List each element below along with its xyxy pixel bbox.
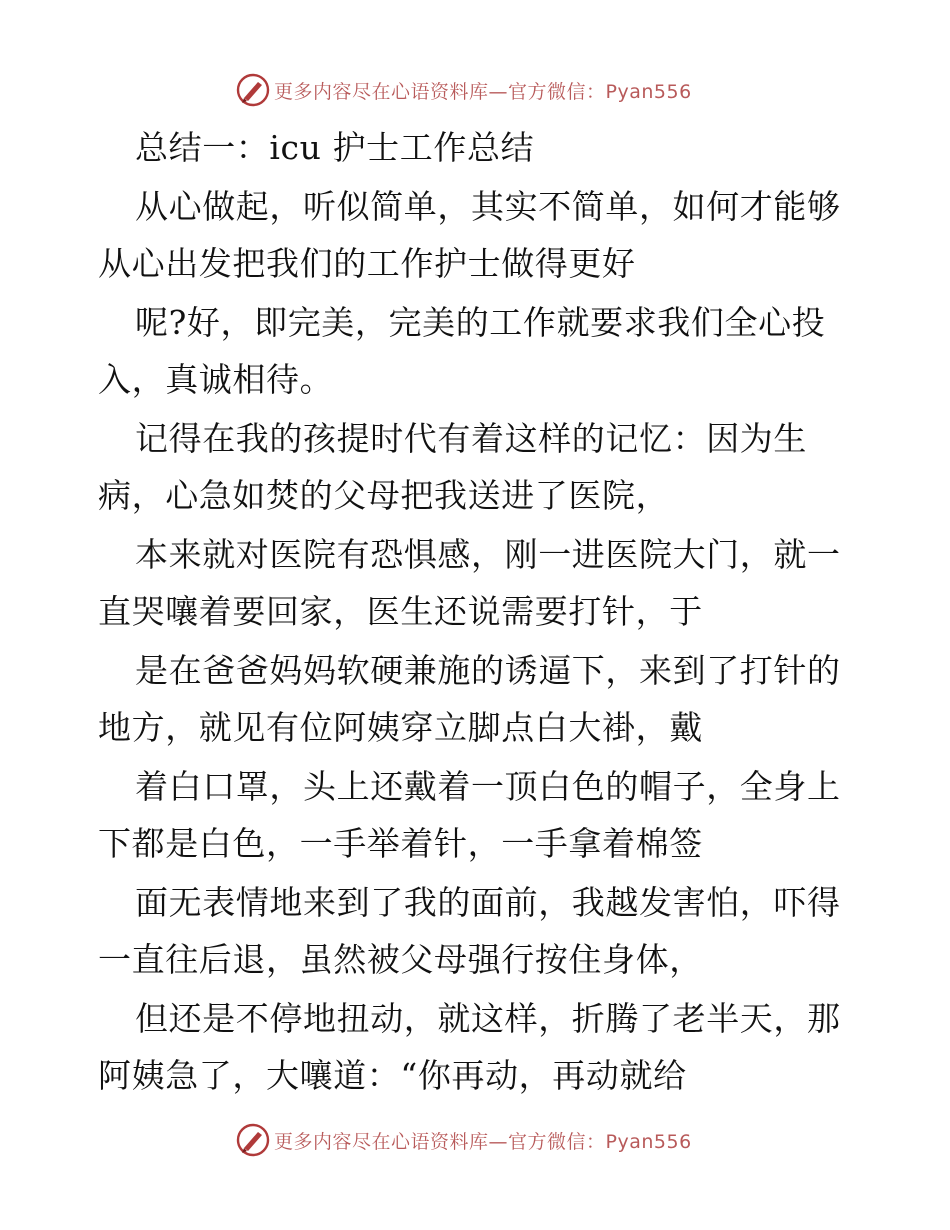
paragraph-line: 但还是不停地扭动，就这样，折腾了老半天，那 [135, 999, 841, 1038]
paragraph-line: 一直往后退，虽然被父母强行按住身体， [98, 940, 703, 979]
paragraph-line: 下都是白色，一手举着针，一手拿着棉签 [98, 824, 703, 863]
pen-logo-icon [236, 73, 270, 107]
paragraph-line: 着白口罩，头上还戴着一顶白色的帽子，全身上 [135, 767, 841, 806]
paragraph-line: 是在爸爸妈妈软硬兼施的诱逼下，来到了打针的 [135, 651, 841, 690]
paragraph-line: 直哭嚷着要回家，医生还说需要打针，于 [98, 592, 703, 631]
document-title: 总结一：icu 护士工作总结 [135, 128, 535, 167]
header-banner [236, 72, 692, 108]
banner-text: 更多内容尽在心语资料库—官方微信：Pyan556 [274, 80, 692, 103]
paragraph-line: 面无表情地来到了我的面前，我越发害怕，吓得 [135, 883, 841, 922]
footer-banner [236, 1122, 692, 1158]
paragraph-line: 从心做起，听似简单，其实不简单，如何才能够 [135, 187, 841, 226]
paragraph-line: 入，真诚相待。 [98, 360, 334, 399]
paragraph-line: 地方，就见有位阿姨穿立脚点白大褂，戴 [98, 708, 703, 747]
banner-text: 更多内容尽在心语资料库—官方微信：Pyan556 [274, 1130, 692, 1153]
paragraph-line: 记得在我的孩提时代有着这样的记忆：因为生 [135, 419, 807, 458]
pen-logo-icon [236, 1123, 270, 1157]
paragraph-line: 病，心急如焚的父母把我送进了医院， [98, 476, 670, 515]
paragraph-line: 从心出发把我们的工作护士做得更好 [98, 244, 636, 283]
paragraph-line: 本来就对医院有恐惧感，刚一进医院大门，就一 [135, 535, 841, 574]
paragraph-line: 呢?好，即完美，完美的工作就要求我们全心投 [135, 303, 826, 342]
paragraph-line: 阿姨急了，大嚷道：“你再动，再动就给 [98, 1056, 687, 1095]
